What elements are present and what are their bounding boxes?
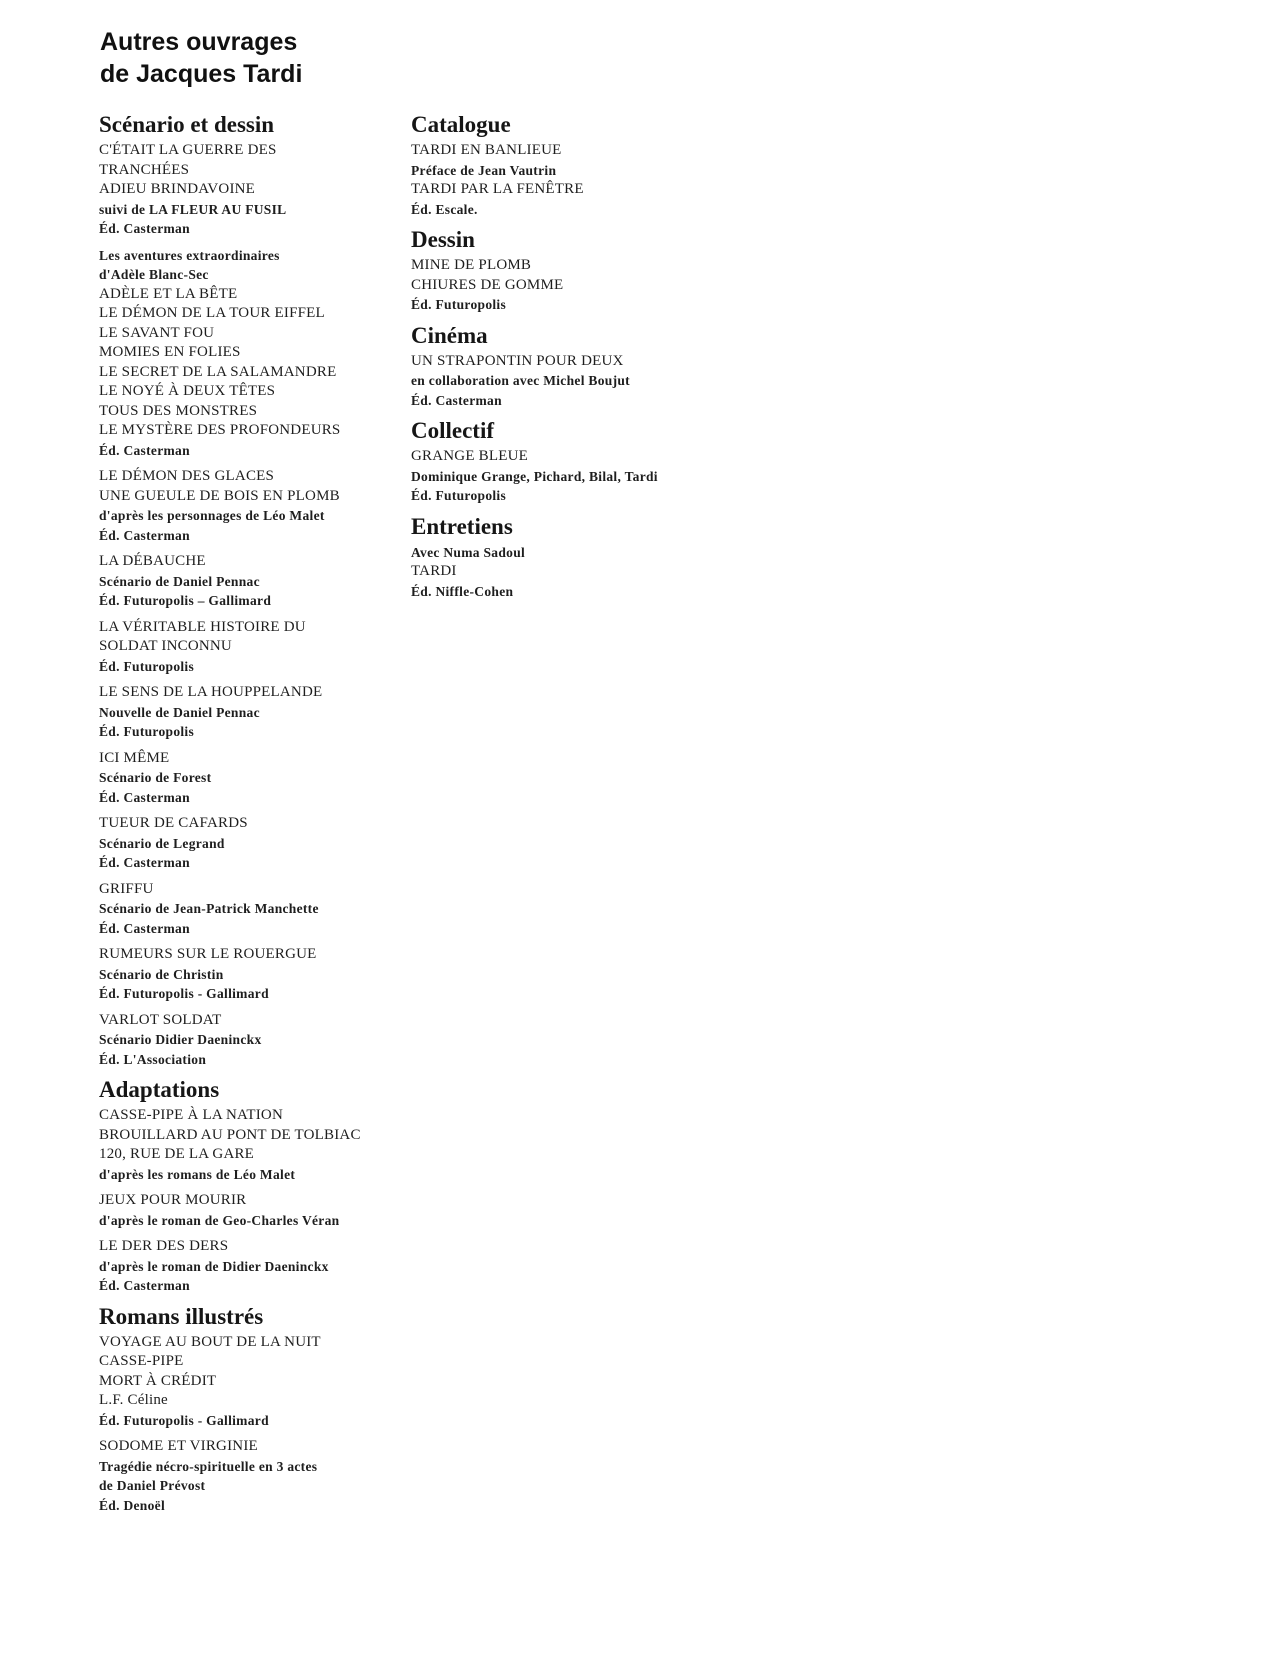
book-credit: Préface de Jean Vautrin <box>411 162 557 178</box>
publisher: Éd. Casterman <box>99 855 190 870</box>
book-title: CHIURES DE GOMME <box>411 276 564 293</box>
book-title: LE DER DES DERS <box>99 1238 229 1254</box>
book-credit: Scénario de Legrand <box>99 835 225 851</box>
book-title: 120, RUE DE LA GARE <box>99 1146 255 1162</box>
book-title: VOYAGE AU BOUT DE LA NUIT <box>99 1333 321 1350</box>
section-heading: Collectif <box>411 418 495 443</box>
book-credit: Scénario de Jean-Patrick Manchette <box>99 901 319 916</box>
book-title: UNE GUEULE DE BOIS EN PLOMB <box>99 487 340 504</box>
book-title: LE SAVANT FOU <box>99 324 215 341</box>
section <box>411 417 831 506</box>
book-credit: Dominique Grange, Pichard, Bilal, Tardi <box>411 468 658 484</box>
book-entry <box>99 1106 429 1184</box>
section-heading: Catalogue <box>411 112 511 137</box>
book-entry <box>99 1333 429 1431</box>
book-title: C'ÉTAIT LA GUERRE DES <box>99 142 277 158</box>
page-title <box>100 26 302 90</box>
book-title: BROUILLARD AU PONT DE TOLBIAC <box>99 1126 361 1143</box>
section-heading: Adaptations <box>99 1077 220 1102</box>
publisher: Éd. Casterman <box>99 789 190 805</box>
publisher: Éd. Futuropolis – Gallimard <box>99 593 272 608</box>
book-entry <box>99 814 429 873</box>
publisher: Éd. Futuropolis - Gallimard <box>99 986 269 1001</box>
left-column <box>99 111 429 1522</box>
right-column <box>411 111 831 608</box>
book-title: CASSE-PIPE <box>99 1353 184 1369</box>
publisher: Éd. Futuropolis <box>99 724 195 739</box>
page-title-line-1: Autres ouvrages <box>100 28 298 56</box>
book-title: VARLOT SOLDAT <box>99 1011 222 1028</box>
book-entry <box>99 1191 429 1230</box>
section <box>99 1303 429 1516</box>
book-title: RUMEURS SUR LE ROUERGUE <box>99 946 317 962</box>
publisher: Éd. Futuropolis <box>99 658 195 674</box>
publisher: Éd. Casterman <box>99 221 190 236</box>
book-title: TARDI EN BANLIEUE <box>411 142 562 158</box>
publisher: Éd. Futuropolis - Gallimard <box>99 1412 269 1428</box>
section <box>411 111 831 219</box>
book-title: GRIFFU <box>99 880 154 897</box>
book-entry <box>99 246 429 461</box>
publisher: Éd. Futuropolis <box>411 297 507 312</box>
book-entry <box>99 467 429 545</box>
book-credit: d'après le roman de Geo-Charles Véran <box>99 1212 340 1228</box>
book-title: MINE DE PLOMB <box>411 257 532 273</box>
book-title: TARDI PAR LA FENÊTRE <box>411 181 584 197</box>
section <box>411 322 831 411</box>
book-title: LA DÉBAUCHE <box>99 553 206 569</box>
book-title: TOUS DES MONSTRES <box>99 402 258 419</box>
section-heading: Dessin <box>411 227 475 252</box>
book-title: TUEUR DE CAFARDS <box>99 815 248 831</box>
book-credit: d'Adèle Blanc-Sec <box>99 267 209 282</box>
book-title: ADIEU BRINDAVOINE <box>99 181 256 197</box>
book-entry <box>99 141 429 239</box>
book-credit: Tragédie nécro-spirituelle en 3 actes <box>99 1458 318 1474</box>
book-title: LE MYSTÈRE DES PROFONDEURS <box>99 422 341 438</box>
book-title: ICI MÊME <box>99 749 170 766</box>
book-title: SODOME ET VIRGINIE <box>99 1438 258 1454</box>
book-entry <box>411 141 831 219</box>
publisher: Éd. Casterman <box>99 1278 190 1293</box>
section <box>411 513 831 602</box>
book-title: LA VÉRITABLE HISTOIRE DU <box>99 618 306 635</box>
publisher: Éd. Denoël <box>99 1497 166 1513</box>
book-title: TARDI <box>411 563 457 579</box>
book-title: MOMIES EN FOLIES <box>99 344 241 360</box>
publisher: Éd. L'Association <box>99 1051 207 1067</box>
section-heading: Scénario et dessin <box>99 112 275 137</box>
book-title: TRANCHÉES <box>99 161 190 178</box>
section-heading: Romans illustrés <box>99 1303 264 1329</box>
book-title: LE DÉMON DE LA TOUR EIFFEL <box>99 305 325 321</box>
book-title: MORT À CRÉDIT <box>99 1372 217 1389</box>
section <box>99 1076 429 1296</box>
book-title: SOLDAT INCONNU <box>99 638 232 654</box>
book-credit: Scénario de Forest <box>99 770 212 785</box>
book-credit: en collaboration avec Michel Boujut <box>411 373 630 388</box>
book-credit: Scénario de Christin <box>99 966 224 982</box>
section-heading: Cinéma <box>411 322 488 348</box>
section <box>99 111 429 1069</box>
book-entry <box>99 749 429 808</box>
publisher: Éd. Futuropolis <box>411 488 507 503</box>
book-credit: Les aventures extraordinaires <box>99 247 280 263</box>
book-title: LE NOYÉ À DEUX TÊTES <box>99 383 276 399</box>
publisher: Éd. Casterman <box>411 392 502 408</box>
book-credit: de Daniel Prévost <box>99 1478 206 1493</box>
book-credit: suivi de LA FLEUR AU FUSIL <box>99 201 287 217</box>
book-credit: d'après le roman de Didier Daeninckx <box>99 1258 329 1274</box>
book-entry <box>99 618 429 677</box>
book-entry <box>99 552 429 611</box>
publisher: Éd. Casterman <box>99 442 190 458</box>
book-entry <box>99 1237 429 1296</box>
book-title: LE SENS DE LA HOUPPELANDE <box>99 684 323 700</box>
book-entry <box>411 352 831 411</box>
book-entry <box>99 1011 429 1070</box>
publisher: Éd. Niffle-Cohen <box>411 583 514 599</box>
section <box>411 226 831 315</box>
book-title: CASSE-PIPE À LA NATION <box>99 1107 283 1123</box>
book-credit: Nouvelle de Daniel Pennac <box>99 704 260 720</box>
book-credit: d'après les romans de Léo Malet <box>99 1166 296 1182</box>
book-entry <box>411 447 831 506</box>
book-title: GRANGE BLEUE <box>411 448 528 464</box>
book-entry <box>99 1437 429 1515</box>
book-entry <box>411 543 831 602</box>
book-title: L.F. Céline <box>99 1392 168 1408</box>
book-title: LE SECRET DE LA SALAMANDRE <box>99 363 337 380</box>
publisher: Éd. Escale. <box>411 201 478 217</box>
book-credit: Avec Numa Sadoul <box>411 544 526 560</box>
book-title: LE DÉMON DES GLACES <box>99 468 275 484</box>
book-title: JEUX POUR MOURIR <box>99 1192 247 1208</box>
book-title: UN STRAPONTIN POUR DEUX <box>411 352 624 369</box>
book-entry <box>411 256 831 315</box>
book-entry <box>99 683 429 742</box>
book-entry <box>99 945 429 1004</box>
page-title-line-2: de Jacques Tardi <box>100 60 303 88</box>
book-credit: Scénario de Daniel Pennac <box>99 573 260 589</box>
publisher: Éd. Casterman <box>99 527 190 543</box>
section-heading: Entretiens <box>411 513 513 539</box>
publisher: Éd. Casterman <box>99 920 190 936</box>
book-credit: Scénario Didier Daeninckx <box>99 1032 262 1047</box>
book-credit: d'après les personnages de Léo Malet <box>99 508 325 523</box>
book-entry <box>99 880 429 939</box>
book-title: ADÈLE ET LA BÊTE <box>99 285 238 302</box>
